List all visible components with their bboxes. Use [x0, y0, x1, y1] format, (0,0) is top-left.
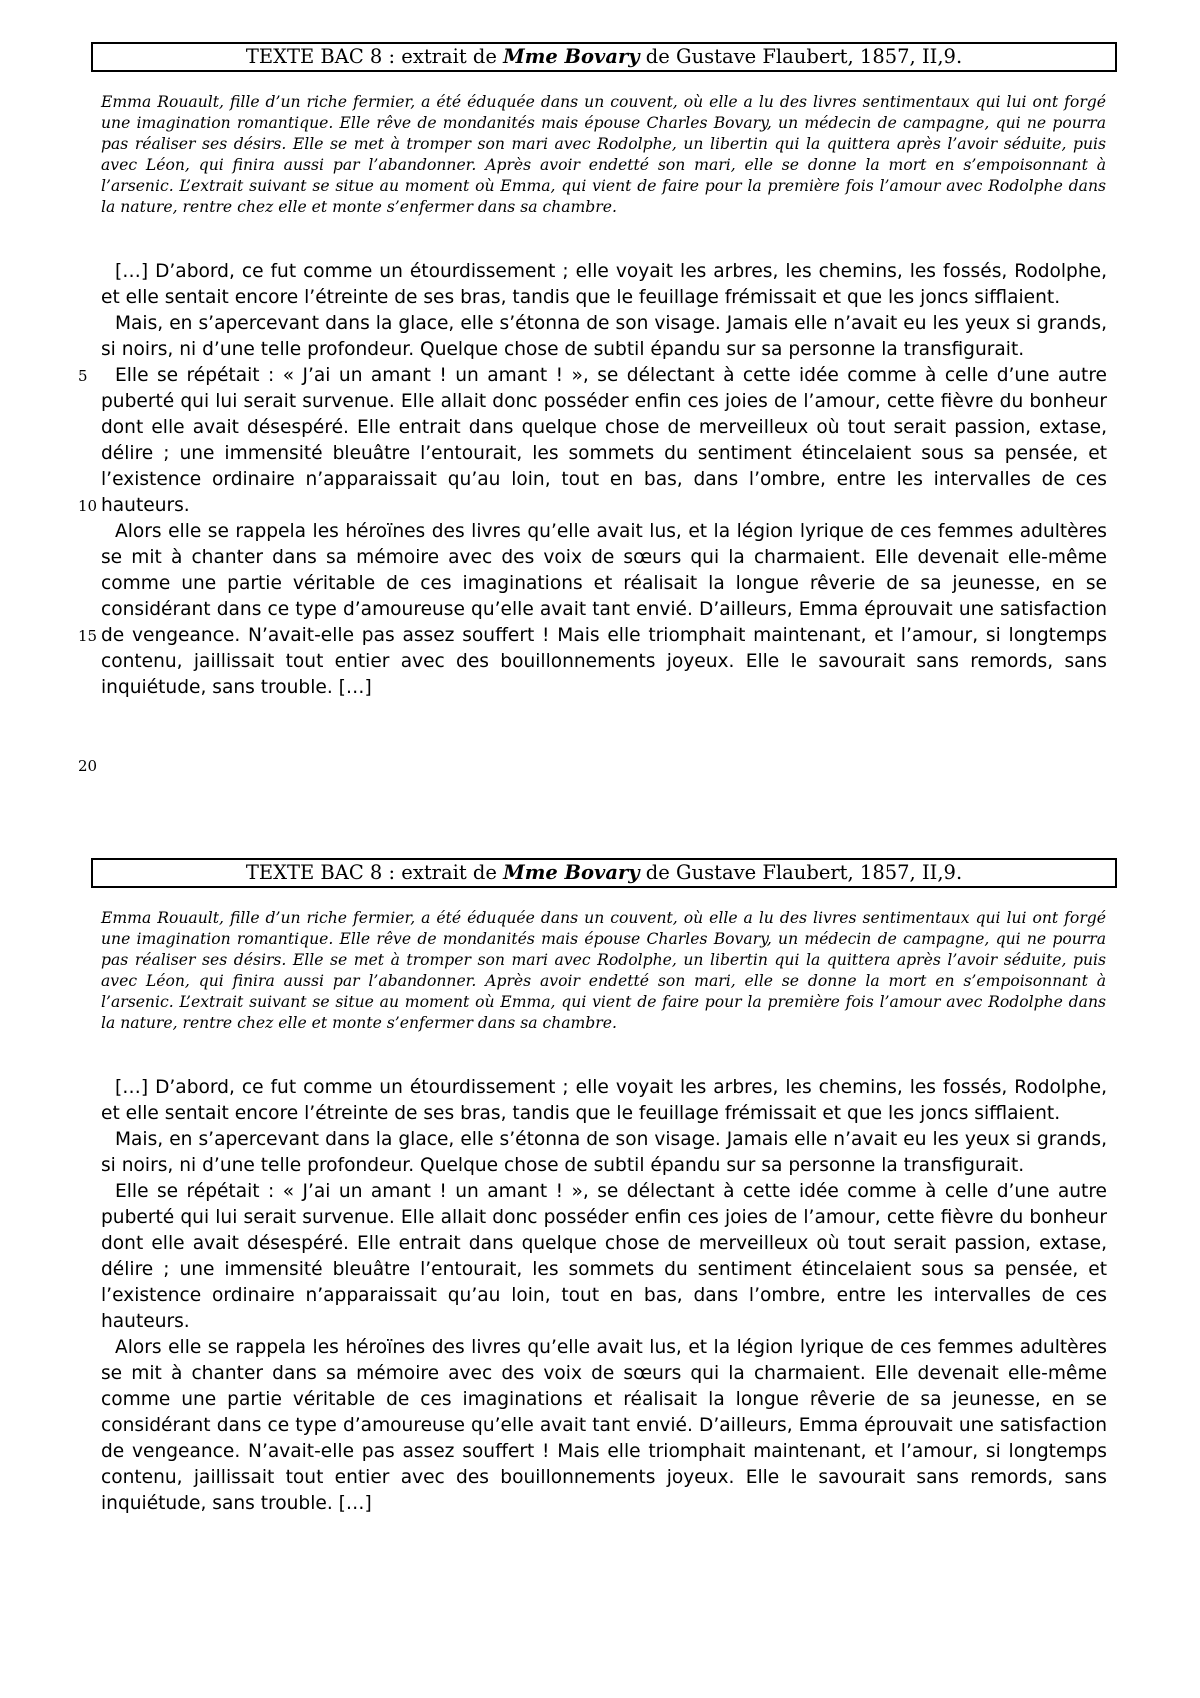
- paragraph: […] D’abord, ce fut comme un étourdissement ; elle voyait les arbres, les chemins, les fossés, Rodolphe, et elle sentait encore l’étreinte de ses bras, tandis que le feuillage frémissait et que les joncs sifflaient.: [101, 1077, 1107, 1124]
- title-suffix: de Gustave Flaubert, 1857, II,9.: [639, 45, 963, 68]
- paragraph: Elle se répétait : « J’ai un amant ! un amant ! », se délectant à cette idée comme à celle d’une autre puberté qui lui serait survenue. Elle allait donc posséder enfin ces joies de l’amour, cette fièvre du bonheur dont elle avait désespéré. Elle entrait dans quelque chose de merveilleux où tout serait passion, extase, délire ; une immensité bleuâtre l’entourait, les sommets du sentiment étincelaient sous sa pensée, et l’existence ordinaire n’apparaissait qu’au loin, tout en bas, dans l’ombre, entre les intervalles de ces hauteurs.: [101, 365, 1107, 516]
- intro-paragraph: Emma Rouault, fille d’un riche fermier, a été éduquée dans un couvent, où elle a lu des livres sentimentaux qui lui ont forgé une imagination romantique. Elle rêve de mondanités mais épouse Charles Bovary, un médecin de campagne, qui ne pourra pas réaliser ses désirs. Elle se met à tromper son mari avec Rodolphe, un libertin qui la quittera après l’avoir séduite, puis avec Léon, qui finira aussi par l’abandonner. Après avoir endetté son mari, elle se donne la mort en s’empoisonnant à l’arsenic. L’extrait suivant se situe au moment où Emma, qui vient de faire pour la première fois l’amour avec Rodolphe dans la nature, rentre chez elle et monte s’enfermer dans sa chambre.: [101, 93, 1106, 216]
- line-number: 20: [78, 757, 98, 775]
- intro-paragraph: Emma Rouault, fille d’un riche fermier, a été éduquée dans un couvent, où elle a lu des livres sentimentaux qui lui ont forgé une imagination romantique. Elle rêve de mondanités mais épouse Charles Bovary, un médecin de campagne, qui ne pourra pas réaliser ses désirs. Elle se met à tromper son mari avec Rodolphe, un libertin qui la quittera après l’avoir séduite, puis avec Léon, qui finira aussi par l’abandonner. Après avoir endetté son mari, elle se donne la mort en s’empoisonnant à l’arsenic. L’extrait suivant se situe au moment où Emma, qui vient de faire pour la première fois l’amour avec Rodolphe dans la nature, rentre chez elle et monte s’enfermer dans sa chambre.: [101, 909, 1106, 1032]
- paragraph: Elle se répétait : « J’ai un amant ! un amant ! », se délectant à cette idée comme à celle d’une autre puberté qui lui serait survenue. Elle allait donc posséder enfin ces joies de l’amour, cette fièvre du bonheur dont elle avait désespéré. Elle entrait dans quelque chose de merveilleux où tout serait passion, extase, délire ; une immensité bleuâtre l’entourait, les sommets du sentiment étincelaient sous sa pensée, et l’existence ordinaire n’apparaissait qu’au loin, tout en bas, dans l’ombre, entre les intervalles de ces hauteurs.: [101, 1181, 1107, 1332]
- extract-title: [91, 42, 1117, 72]
- title-prefix: TEXTE BAC 8 : extrait de: [245, 45, 504, 68]
- extract-body: [101, 1075, 1107, 1517]
- line-number: 15: [78, 627, 98, 645]
- title-prefix: TEXTE BAC 8 : extrait de: [245, 861, 504, 884]
- paragraph: Mais, en s’apercevant dans la glace, elle s’étonna de son visage. Jamais elle n’avait eu les yeux si grands, si noirs, ni d’une telle profondeur. Quelque chose de subtil épandu sur sa personne la transfigurait.: [101, 313, 1107, 360]
- extract-body: [101, 259, 1107, 701]
- extract-title: [91, 858, 1117, 888]
- paragraph: Alors elle se rappela les héroïnes des livres qu’elle avait lus, et la légion lyrique de ces femmes adultères se mit à chanter dans sa mémoire avec des voix de sœurs qui la charmaient. Elle devenait elle-même comme une partie véritable de ces imaginations et réalisait la longue rêverie de sa jeunesse, en se considérant dans ce type d’amoureuse qu’elle avait tant envié. D’ailleurs, Emma éprouvait une satisfaction de vengeance. N’avait-elle pas assez souffert ! Mais elle triomphait maintenant, et l’amour, si longtemps contenu, jaillissait tout entier avec des bouillonnements joyeux. Elle le savourait sans remords, sans inquiétude, sans trouble. […]: [101, 521, 1107, 698]
- paragraph: […] D’abord, ce fut comme un étourdissement ; elle voyait les arbres, les chemins, les fossés, Rodolphe, et elle sentait encore l’étreinte de ses bras, tandis que le feuillage frémissait et que les joncs sifflaient.: [101, 261, 1107, 308]
- line-number: 10: [78, 497, 98, 515]
- title-work: Mme Bovary: [503, 45, 640, 68]
- paragraph: Mais, en s’apercevant dans la glace, elle s’étonna de son visage. Jamais elle n’avait eu les yeux si grands, si noirs, ni d’une telle profondeur. Quelque chose de subtil épandu sur sa personne la transfigurait.: [101, 1129, 1107, 1176]
- paragraph: Alors elle se rappela les héroïnes des livres qu’elle avait lus, et la légion lyrique de ces femmes adultères se mit à chanter dans sa mémoire avec des voix de sœurs qui la charmaient. Elle devenait elle-même comme une partie véritable de ces imaginations et réalisait la longue rêverie de sa jeunesse, en se considérant dans ce type d’amoureuse qu’elle avait tant envié. D’ailleurs, Emma éprouvait une satisfaction de vengeance. N’avait-elle pas assez souffert ! Mais elle triomphait maintenant, et l’amour, si longtemps contenu, jaillissait tout entier avec des bouillonnements joyeux. Elle le savourait sans remords, sans inquiétude, sans trouble. […]: [101, 1337, 1107, 1514]
- title-suffix: de Gustave Flaubert, 1857, II,9.: [639, 861, 963, 884]
- title-work: Mme Bovary: [503, 861, 640, 884]
- line-number: 5: [78, 367, 88, 385]
